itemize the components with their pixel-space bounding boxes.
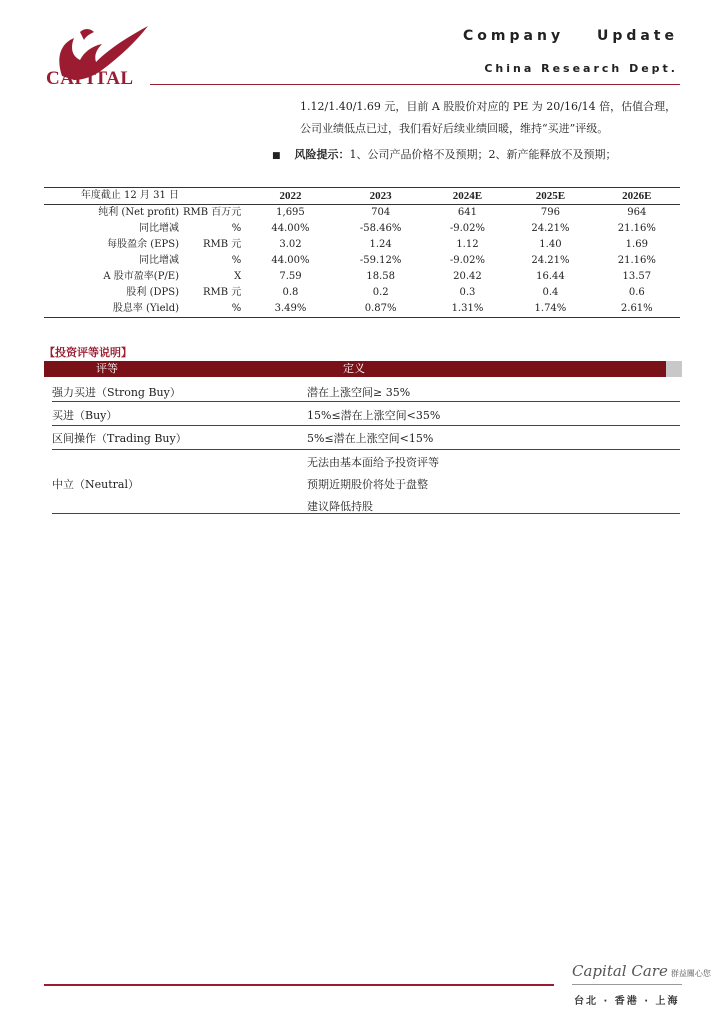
capital-care-logo xyxy=(572,962,711,980)
rating-section-title: 【投资评等说明】 xyxy=(44,346,132,359)
value-cell: 3.02 xyxy=(279,239,302,250)
header-cell: 年度截止 12 月 31 日 xyxy=(80,190,179,201)
value-cell: -59.12% xyxy=(359,255,402,266)
brand-name: Capital Care xyxy=(572,962,668,980)
unit-cell: % xyxy=(231,223,242,234)
rating-name: 强力买进（Strong Buy） xyxy=(52,386,181,399)
logo-wordmark: CAPITAL xyxy=(46,68,134,89)
row-label: 股利 (DPS) xyxy=(126,287,179,298)
value-cell: 0.8 xyxy=(282,287,299,298)
table-row xyxy=(44,221,680,237)
department-subtitle: China Research Dept. xyxy=(484,62,678,75)
value-cell: 0.3 xyxy=(459,287,476,298)
value-cell: 1.12 xyxy=(456,239,479,250)
office-cities: 台北 · 香港 · 上海 xyxy=(574,996,680,1007)
footer-gray-line xyxy=(572,984,682,985)
row-label: 股息率 (Yield) xyxy=(112,303,179,314)
rating-definition: 无法由基本面给予投资评等 xyxy=(307,456,439,469)
row-label: 同比增减 xyxy=(139,255,179,266)
unit-cell: X xyxy=(234,271,242,282)
value-cell: -9.02% xyxy=(449,223,486,234)
value-cell: 44.00% xyxy=(271,255,310,266)
value-cell: -9.02% xyxy=(449,255,486,266)
value-cell: 1.31% xyxy=(451,303,484,314)
financial-forecast-table xyxy=(44,187,680,318)
rating-definition: 建议降低持股 xyxy=(307,500,373,513)
row-label: 纯利 (Net profit) xyxy=(98,207,179,218)
value-cell: 20.42 xyxy=(453,271,482,282)
row-label: 每股盈余 (EPS) xyxy=(107,239,179,250)
rating-column-header: 评等 xyxy=(96,362,118,375)
header-divider xyxy=(150,84,680,85)
table-header-row xyxy=(44,188,680,205)
header-cell: 2022 xyxy=(279,190,302,202)
rating-row-divider xyxy=(52,449,680,450)
rating-row-divider xyxy=(52,513,680,514)
value-cell: 21.16% xyxy=(617,255,656,266)
value-cell: 44.00% xyxy=(271,223,310,234)
rating-name: 区间操作（Trading Buy） xyxy=(52,432,187,445)
unit-cell: % xyxy=(231,303,242,314)
value-cell: 1,695 xyxy=(276,207,305,218)
value-cell: 24.21% xyxy=(531,255,570,266)
value-cell: 18.58 xyxy=(366,271,395,282)
rating-definition: 5%≤潜在上涨空间<15% xyxy=(307,432,434,445)
value-cell: -58.46% xyxy=(359,223,402,234)
rating-definition: 潜在上涨空间≥ 35% xyxy=(307,386,411,399)
value-cell: 796 xyxy=(540,207,560,218)
value-cell: 13.57 xyxy=(622,271,652,282)
unit-cell: RMB 元 xyxy=(203,287,242,298)
value-cell: 1.24 xyxy=(369,239,392,250)
rating-name: 中立（Neutral） xyxy=(52,478,139,491)
table-row xyxy=(44,205,680,222)
value-cell: 0.87% xyxy=(364,303,397,314)
value-cell: 3.49% xyxy=(274,303,307,314)
header-cell: 2026E xyxy=(622,190,652,202)
rating-row-divider xyxy=(52,425,680,426)
header-cell xyxy=(183,188,247,205)
risk-text: 1、公司产品价格不及预期；2、新产能释放不及预期； xyxy=(349,148,617,161)
rating-header-gray-block xyxy=(666,361,682,377)
table-row xyxy=(44,269,680,285)
rating-row-divider xyxy=(52,401,680,402)
value-cell: 21.16% xyxy=(617,223,656,234)
table-row xyxy=(44,285,680,301)
brand-name-cn: 群益關心您 xyxy=(670,969,711,978)
value-cell: 1.69 xyxy=(625,239,648,250)
row-label: 同比增减 xyxy=(139,223,179,234)
value-cell: 964 xyxy=(627,207,647,218)
rating-definition: 15%≤潜在上涨空间<35% xyxy=(307,409,441,422)
value-cell: 2.61% xyxy=(620,303,653,314)
row-label: A 股市盈率(P/E) xyxy=(103,271,179,282)
value-cell: 641 xyxy=(457,207,477,218)
header-cell: 2024E xyxy=(452,190,483,202)
risk-warning xyxy=(272,146,617,162)
table-row xyxy=(44,301,680,318)
risk-label: 风险提示： xyxy=(294,148,350,161)
header-cell: 2025E xyxy=(535,190,566,202)
value-cell: 24.21% xyxy=(531,223,570,234)
rating-name: 买进（Buy） xyxy=(52,409,118,422)
value-cell: 1.40 xyxy=(539,239,562,250)
definition-column-header: 定义 xyxy=(343,362,365,375)
table-row xyxy=(44,253,680,269)
table-row xyxy=(44,237,680,253)
value-cell: 0.4 xyxy=(542,287,559,298)
value-cell: 1.74% xyxy=(534,303,567,314)
value-cell: 0.6 xyxy=(628,287,645,298)
unit-cell: RMB 元 xyxy=(203,239,242,250)
rating-definition: 预期近期股价将处于盘整 xyxy=(307,478,428,491)
unit-cell: % xyxy=(231,255,242,266)
value-cell: 16.44 xyxy=(536,271,565,282)
value-cell: 704 xyxy=(371,207,391,218)
value-cell: 0.2 xyxy=(372,287,389,298)
valuation-paragraph: 1.12/1.40/1.69 元，目前 A 股股价对应的 PE 为 20/16/14 倍，估值合理，公司业绩低点已过，我们看好后续业绩回暖，维持“买进”评级。 xyxy=(300,100,677,135)
report-type-title: Company Update xyxy=(463,28,678,44)
header-cell: 2023 xyxy=(369,190,392,202)
unit-cell: RMB 百万元 xyxy=(183,207,242,218)
square-bullet-icon: ■ xyxy=(272,151,281,161)
footer-divider xyxy=(44,984,554,986)
value-cell: 7.59 xyxy=(279,271,302,282)
